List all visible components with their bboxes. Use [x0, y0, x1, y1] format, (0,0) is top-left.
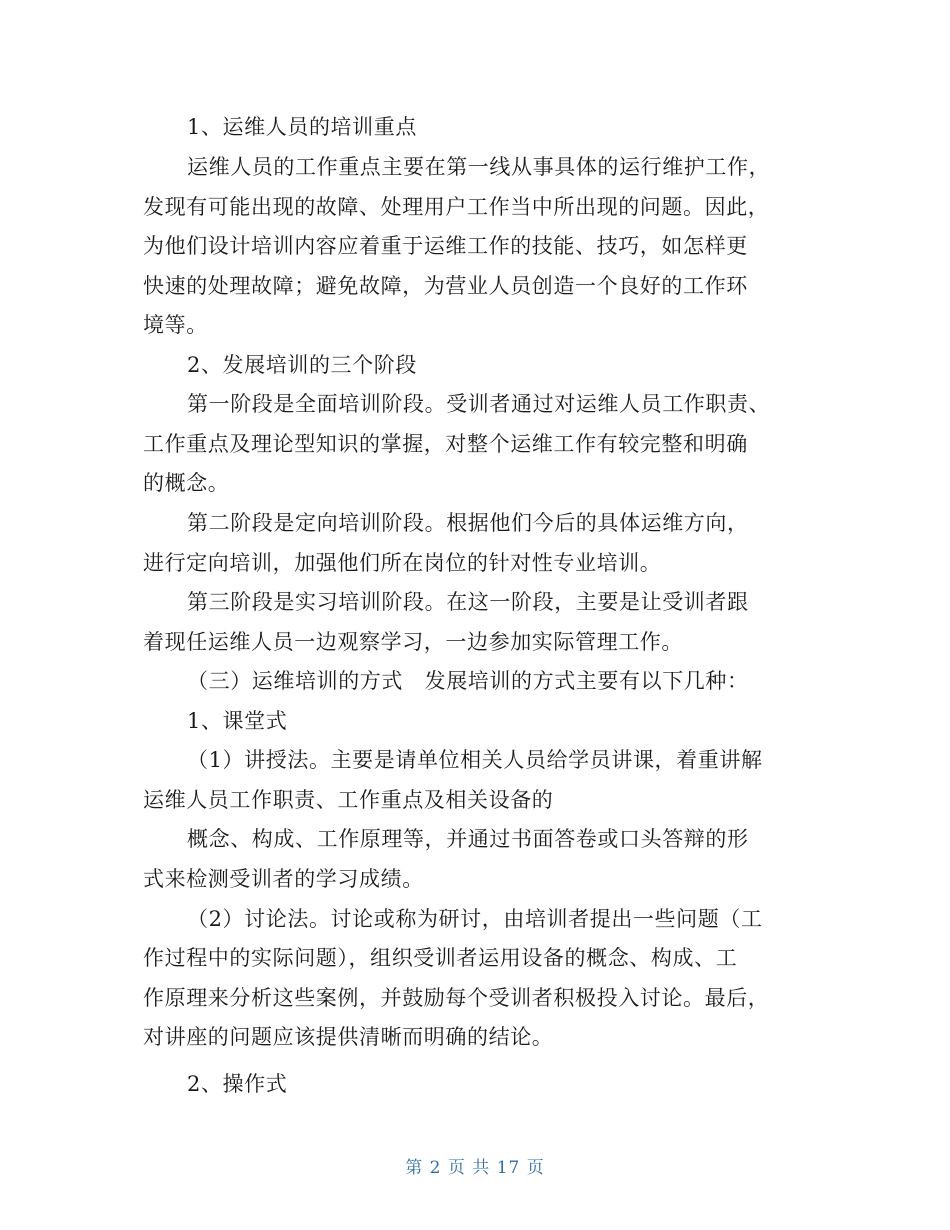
paragraph-line: 概念、构成、工作原理等，并通过书面答卷或口头答辩的形: [187, 827, 749, 851]
heading-operational: 2、操作式: [187, 1072, 288, 1096]
heading-trainee-focus: 1、运维人员的培训重点: [187, 115, 417, 139]
paragraph-line: 第一阶段是全面培训阶段。受训者通过对运维人员工作职责、: [187, 392, 771, 416]
paragraph-line: 运维人员的工作重点主要在第一线从事具体的运行维护工作，: [187, 155, 771, 179]
paragraph-line: 为他们设计培训内容应着重于运维工作的技能、技巧，如怎样更: [143, 234, 748, 258]
paragraph-line: 着现任运维人员一边观察学习，一边参加实际管理工作。: [143, 630, 683, 654]
heading-three-stages: 2、发展培训的三个阶段: [187, 353, 417, 377]
paragraph-line: 快速的处理故障；避免故障，为营业人员创造一个良好的工作环: [143, 274, 748, 298]
paragraph-line: （2）讨论法。讨论或称为研讨，由培训者提出一些问题（工: [187, 907, 763, 931]
paragraph-line: 作过程中的实际问题），组织受训者运用设备的概念、构成、工: [143, 946, 738, 970]
paragraph-line: 运维人员工作职责、工作重点及相关设备的: [143, 788, 554, 812]
paragraph-line: 的概念。: [143, 471, 230, 495]
heading-classroom: 1、课堂式: [187, 709, 288, 733]
paragraph-line: 第二阶段是定向培训阶段。根据他们今后的具体运维方向，: [187, 511, 749, 535]
paragraph-line: 进行定向培训，加强他们所在岗位的针对性专业培训。: [143, 551, 662, 575]
paragraph-line: 式来检测受训者的学习成绩。: [143, 867, 424, 891]
paragraph-line: 工作重点及理论型知识的掌握，对整个运维工作有较完整和明确: [143, 432, 748, 456]
paragraph-line: 发现有可能出现的故障、处理用户工作当中所出现的问题。因此，: [143, 195, 770, 219]
section-heading-training-methods: （三）运维培训的方式 发展培训的方式主要有以下几种：: [187, 669, 749, 693]
paragraph-line: 第三阶段是实习培训阶段。在这一阶段，主要是让受训者跟: [187, 590, 749, 614]
paragraph-line: 境等。: [143, 313, 208, 337]
paragraph-line: 作原理来分析这些案例，并鼓励每个受训者积极投入讨论。最后，: [143, 986, 770, 1010]
paragraph-line: （1）讲授法。主要是请单位相关人员给学员讲课，着重讲解: [187, 748, 763, 772]
page-number-footer: 第 2 页 共 17 页: [405, 1158, 545, 1178]
paragraph-line: 对讲座的问题应该提供清晰而明确的结论。: [143, 1025, 554, 1049]
